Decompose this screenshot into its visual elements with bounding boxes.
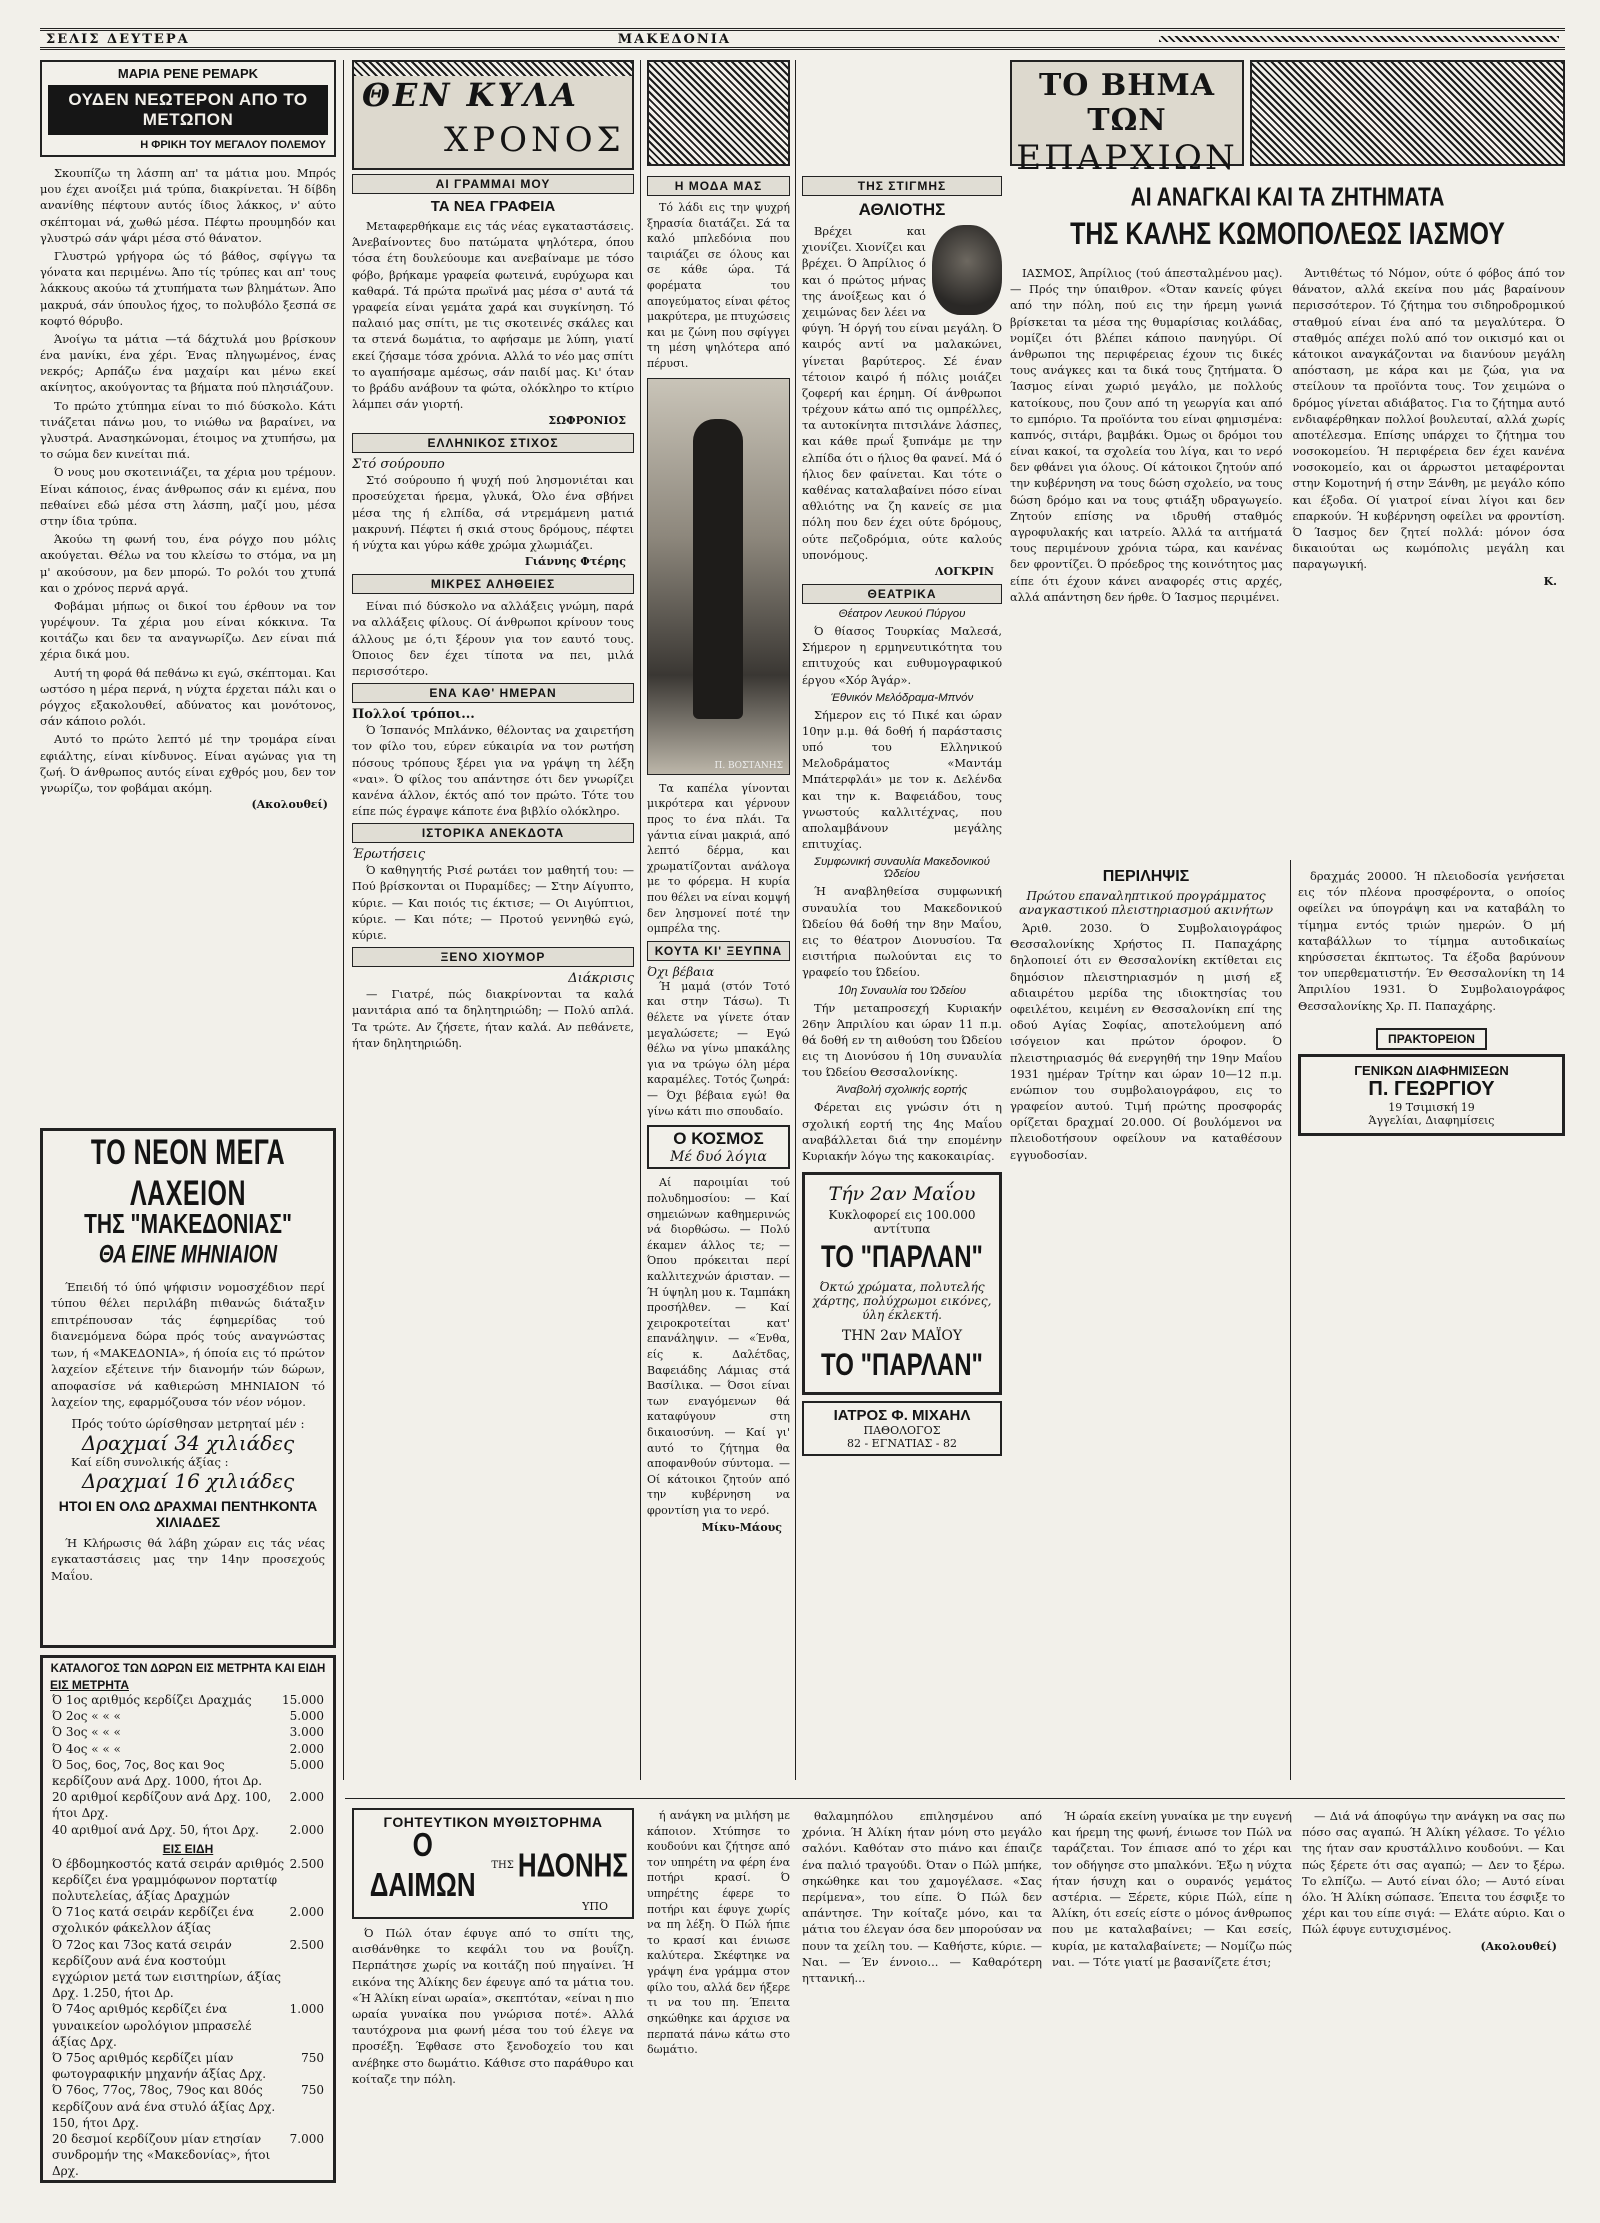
prize-value: 5.000 — [289, 1757, 324, 1772]
world-signature: Μίκυ-Μάους — [701, 1520, 782, 1534]
serial-text-5: — Διά νά άποφύγω την ανάγκη να σας πω πόσο σας αγαπώ. Ή Άλίκη γέλασε. Το γέλιο της ήταν σαν κρυστάλλινο κουδούνι. — Και πώς ξέρετε ότι σας αγαπώ; — Δεν το ξέρω. Το ελπίζω. — Αυτό είναι όλο; — Αυτό είναι όλο. Ή Άλίκη σώπασε. Έπειτα του έσφιξε το χέρι και του είπε σιγά: — Ελάτε αύριο. Και ο Πώλ έφυγε ευτυχισμένος. — [1302, 1809, 1565, 1937]
parlan-name: ΤΟ "ΠΑΡΛΑΝ" — [821, 1239, 983, 1276]
verse-signature: Γιάννης Φτέρης — [524, 555, 626, 569]
prize-row — [50, 1856, 326, 1905]
prize-label: Ό 71ος κατά σειράν κερδίζει ένα σχολικόν φάκελλον άξίας — [52, 1905, 254, 1936]
serial-col-2 — [647, 1808, 790, 2188]
lottery-intro: Έπειδή τό ύπό ψήφισιν νομοσχέδιον περί τύπου θέλει περιλάβη πιθανώς διάταξιν επιτρέπουσαν τάς έφημερίδας τού διανεμόμενα δώρα πρός τούς αναγνώστας των, ή «ΜΑΚΕΔΟΝΙΑ», ή όποία εις τό πρώτον λαχείον εξέτεινε τήν διανομήν τών δώρων, αποφασίσε νά καθιερώση ΜΗΝΙΑΙΟΝ τό λαχείον της, εφαρμόζουσα τόν νέον νόμον. — [51, 1280, 325, 1410]
misery-signature: ΛΟΓΚΡΙΝ — [935, 564, 994, 578]
provinces-col2 — [1293, 265, 1566, 605]
anecdote-title: Έρωτήσεις — [352, 847, 426, 863]
serial-continued: (Ακολουθεί) — [1480, 1939, 1557, 1953]
lottery-draw-date: Ή Κλήρωσις θά λάβη χώραν εις τάς νέας εγκαταστάσεις μας την 14ην προσεχούς Μαΐου. — [51, 1535, 325, 1583]
prize-label: Ό 74ος αριθμός κερδίζει ένα γυναικείον ωρολόγιον μπρασελέ άξίας Δρχ. — [52, 2002, 252, 2049]
serial-text-2: ή ανάγκη να μιλήση με κάποιον. Χτύπησε το κουδούνι και ζήτησε από τον υπηρέτη να φέρη ένα ποτήρι κρασί. Ό υπηρέτης έφερε το ποτήρι και έφυγε χωρίς να πη λέξη. Ό Πώλ ήπιε το κρασί και ένιωσε καλύτερα. Σκέφτηκε να γράψη ένα γράμμα στον φίλο του, αλλά δεν ήξερε τι να του πη. Έπειτα σηκώθηκε και άρχισε να περπατά πάνω κάτω στο δωμάτιο. — [647, 1809, 790, 2057]
header-art-extension — [647, 60, 790, 166]
fashion-figure-silhouette — [693, 419, 743, 719]
parlan-date: Τήν 2αν Μαΐου — [828, 1183, 976, 1206]
serial-header — [352, 1808, 634, 1919]
gift-catalogue — [40, 1655, 336, 2183]
joke-text: Ή μαμά (στόν Τοτό και στην Τάσω). Τι θέλετε να γίνετε όταν μεγαλώσετε; — Εγώ θέλω να γίνω μπακάλης για να τρώγω όλη μέρα καραμέλες. Τοτός ζωηρά: — Όχι βέβαια εγώ! θα γίνω κάτι πιο σπουδαίο. — [647, 979, 790, 1118]
verse-text: Στό σούρουπο ή ψυχή πού λησμονιέται και προσεύχεται ήρεμα, γλυκά, Όλο ένα σβήνει μέσα της ή ελπίδα, σά ντρεμάμενη ματιά μακρυνή. Πέφτει ή σκιά στους δρόμους, πέφτει ή νύχτα και γύρω κάθε χρώμα χλωμιάζει. — [352, 473, 634, 552]
remarque-title: ΟΥΔΕΝ ΝΕΩΤΕΡΟΝ ΑΠΟ ΤΟ ΜΕΤΩΠΟΝ — [48, 85, 328, 135]
auction-notice — [1010, 868, 1282, 1778]
misery-title: ΑΘΛΙΟΤΗΣ — [858, 200, 946, 219]
serial-title-right: ΗΔΟΝΗΣ — [517, 1844, 628, 1884]
parlan-ad — [802, 1172, 1002, 1395]
prize-value: 750 — [301, 2050, 324, 2065]
provinces-headline-2: ΤΗΣ ΚΑΛΗΣ ΚΩΜΟΠΟΛΕΩΣ ΙΑΣΜΟΥ — [1070, 216, 1505, 252]
prize-value: 2.000 — [289, 1790, 324, 1805]
humor-title: Διάκρισις — [568, 971, 634, 987]
prize-row — [50, 1692, 326, 1708]
remarque-body — [40, 165, 336, 796]
lottery-items-label: Καί είδη συνολικής άξίας : — [71, 1454, 229, 1469]
paragraph: Ό νους μου σκοτεινιάζει, τα χέρια μου τρέμουν. Είναι κάποιος, ένας άνθρωπος σάν κι εμένα, που πεθαίνει εδώ μέσα στη λάσπη, μαζί μου, μέσα στην ίδια τρύπα. — [40, 465, 336, 528]
humor-text: — Γιατρέ, πώς διακρίνονται τα καλά μανιτάρια από τα δηλητηριώδη; — Πολύ απλά. Τα τρώτε. Αν ζήσετε, ήταν καλά. Αν πεθάνετε, ήταν δηλητηριώδη. — [352, 987, 634, 1050]
provinces-banner — [1010, 60, 1244, 178]
provinces-banner-row — [1010, 60, 1565, 178]
column-rule — [343, 60, 344, 1780]
prize-label: Ό έβδομηκοστός κατά σειράν αριθμός κερδίζει ένα γραμμόφωνον πορτατίφ πολυτελείας, άξίας Δραχμών — [52, 1856, 285, 1904]
world-title: Ο ΚΟΣΜΟΣ — [673, 1129, 764, 1149]
prize-value: 1.000 — [289, 2002, 324, 2017]
banner-ornament — [354, 62, 632, 76]
prize-value: 2.000 — [289, 1741, 324, 1756]
world-text: Αί παροιμίαι τού πολυδημοσίου: — Καί σημειώνων καθημερινώς νά διορθώσω. — Πολύ έκαμεν άλλος τε; — Όπου πρόκειται περί καλλιτεχνών άρισταν. — Ή ύψηλη μου κ. Ταμπάκη προσήλθεν. — Καί χειροκροτείται κατ' επανάληψιν. — «Ένθα, είς κ. Δαλέτδας, Βαφειάδης Λάμιας στά Βασίλικα. — Όσοι είναι των εναγόμενων θά καταφύγουν στη δικαιοσύνη. — Καί γι' αυτό το ζήτημα θα αποφανθούν σύντομα. — Οί κάτοικοι ζητούν από την κυβέρνηση να φροντίση για το νερό. — [647, 1176, 790, 1518]
provinces-banner-bottom: ΕΠΑΡΧΙΩΝ — [1016, 138, 1238, 178]
prize-value: 15.000 — [282, 1693, 324, 1707]
remarque-serial — [40, 60, 336, 1120]
doctor-ad — [802, 1401, 1002, 1456]
author-portrait — [932, 225, 1002, 315]
prize-row — [50, 1937, 326, 2002]
parlan-circulation: Κυκλοφορεί εις 100.000 αντίτυπα — [828, 1208, 976, 1237]
section-head-foreign-humor: ΞΕΝΟ ΧΙΟΥΜΟΡ — [352, 947, 634, 967]
section-head-theatre: ΘΕΑΤΡΙΚΑ — [802, 584, 1002, 604]
prize-value: 3.000 — [289, 1725, 324, 1740]
banner-bottom-text: ΧΡΟΝΟΣ — [444, 120, 625, 160]
daily-text: Ό Ίσπανός Μπλάνκο, θέλοντας να χαιρετήση τον φίλο του, εύρεν εύκαιρία να τον ρωτήση πόσους τρόπους ξέρει για να γράψη τη λέξη «ναι». Ό φίλος του απάντησε ότι δεν γνωρίζει κανένα άλλον, έκτός από τον πρώτο. Τότε του είπε πώς έγραψε κάποτε ένα βιβλίο ολόκληρο. — [352, 723, 634, 819]
serial-col-3 — [802, 1808, 1042, 2188]
serial-byline: ΥΠΟ — [582, 1900, 608, 1913]
parlan-name-repeat: ΤΟ "ΠΑΡΛΑΝ" — [821, 1347, 983, 1384]
prize-row — [50, 2001, 326, 2050]
serial-text-3: θαλαμηπόλου επιλησμένου από χρόνια. Ή Άλίκη ήταν μόνη στο μεγάλο σαλόνι. Καθόταν στο πιάνο και έπαιζε ένα παλιό τραγούδι. Όταν ο Πώλ μπήκε, σηκώθηκε και του χαμογέλασε. «Σας περίμενα», του είπε. Ό Πώλ δεν απάντησε. Την κοίταζε μόνο, και τα μάτια του έλεγαν όσα δεν μπορούσαν να πουν τα χείλη του. — Καθήστε, κύριε. — Ναι. — Έν έννοιο... — Καθαρότερη ηττανική... — [802, 1809, 1042, 1985]
gift-catalogue-title: ΚΑΤΑΛΟΓΟΣ ΤΩΝ ΔΩΡΩΝ ΕΙΣ ΜΕΤΡΗΤΑ ΚΑΙ ΕΙΔΗ — [50, 1663, 326, 1675]
doctor-name: ΙΑΤΡΟΣ Φ. ΜΙΧΑΗΛ — [833, 1407, 971, 1425]
world-subtitle: Μέ δυό λόγια — [670, 1149, 767, 1166]
banner-top-text: ΘΕΝ ΚΥΛΑ — [362, 76, 579, 114]
anecdote-text: Ό καθηγητής Ρισέ ρωτάει τον μαθητή του: — Πού βρίσκονται οι Πυραμίδες; — Στην Αίγυπτο, κύριε. — Και ποιός τις έκτισε; — Οι Αιγύπτιοι, κύριε. — Και πότε; — Προτού γεννηθώ εγώ, κύριε. — [352, 863, 634, 942]
auction-text: Άριθ. 2030. Ό Συμβολαιογράφος Θεσσαλονίκης Χρήστος Π. Παπαχάρης δηλοποιεί ότι εν Θεσσαλονίκη εκτίθεται εις δημόσιον πλειστηριασμόν η μισή εξ αδιαιρέτου μερίδα της ιδιοκτησίας του οφειλέτου, κειμένη εν Θεσσαλονίκη επί της οδού Αγίας Σοφίας, αποτελούμενη από ισόγειον και πρώτον όροφον. Ό πλειστηριασμός θά ενεργηθή την 19ην Μαΐου 1931 ημέραν Τρίτην και ώραν 10—12 π.μ. ενώπιον του συμβολαιογράφου, εις το γραφείον αυτού. Τιμή πρώτης προσφοράς ορίζεται δραχμαί 20.000. Οί βουλόμενοι να πλειοδοτήσουν οφείλουν να καταθέσουν εγγυοδοσίαν. — [1010, 921, 1282, 1162]
paragraph: Σκουπίζω τη λάσπη απ' τα μάτια μου. Μπρός μου έχει ανοίξει μιά τρύπα, διακρίνεται. Ή δίβδη ανανίθης πέφτουν αυτός ίδιος λάκκος, ν' αύτο σκέπτομαι νά, χωθώ μέσα. Πέφτω προυμηδόν και γλυστρώ σάν ψάρι μέσα στό θάνατον. — [40, 166, 336, 245]
section-head-fashion: Η ΜΟΔΑ ΜΑΣ — [647, 176, 790, 196]
prize-label: 40 αριθμοί ανά Δρχ. 50, ήτοι Δρχ. — [52, 1822, 259, 1837]
paragraph: Φοβάμαι μήπως οι δικοί του έρθουν να τον γυρέψουν. Τα χέρια μου είναι κόκκινα. Τα κοιτάζω και δεν τα αναγνωρίζω. Δεν είναι πιά χέρια δικά μου. — [40, 598, 336, 662]
provinces-text-col2: Άντιθέτως τό Νόμον, ούτε ό φόβος άπό τον θάνατον, αλλά εκείνα που μάς βαραίνουν περισσότερον. Τό ζήτημα του σιδηροδρομικού σταθμού είναι ένα από τα μεγαλύτερα. Ό σταθμός απέχει πολύ από τον οικισμό και οι κάτοικοι αναγκάζονται να διανύουν μεγάλη απόσταση, με κάρα και με ζώα, για να στείλουν τα προϊόντα τους. Τον χειμώνα ο δρόμος γίνεται αδιάβατος. Για το ζήτημα αυτό ενδιαφέρθηκαν πολλοί βουλευταί, αλλά χωρίς αποτέλεσμα. Επίσης υπάρχει το ζήτημα του νοσοκομείου. Ή περιφέρεια δεν έχει κανένα νοσοκομείο, και οι άρρωστοι μεταφέρονται στην Κομοτηνή ή στην Ξάνθη, με μεγάλο κόπο και έξοδα. Οί γιατροί είναι λίγοι και δεν επαρκούν. Ή κυβέρνηση οφείλει να φροντίση. Ό Ίασμος δεν ζητεί πολλά: μόνον όσα δικαιούται ως κωμόπολις μεγάλη και παραγωγική. — [1292, 266, 1565, 572]
prize-label: 20 δεσμοί κερδίζουν μίαν ετησίαν συνδρομήν της «Μακεδονίας», ήτοι Δρχ. — [52, 2131, 271, 2179]
school-event-title: Άναβολή σχολικής εορτής — [836, 1084, 968, 1097]
prize-row — [50, 1904, 326, 1936]
new-offices-text: Μεταφερθήκαμε εις τάς νέας εγκαταστάσεις. Άνεβαίνοντες δυο πατώματα ψηλότερα, όπου τόσα έτη δουλεύουμε και ανεβαίναμε με τόσο φόβο, βρήκαμε γραφεία φωτεινά, ευρύχωρα και καθαρά. Τά πρώτα πρωϊνά μας μέσα σ' αυτά τά γραφεία είναι γεμάτα χαρά και συγκίνηση. Τό παλαιό μας σπίτι, με τις σκοτεινές σκάλες και τα στενά δωμάτια, το αφήσαμε με λύπη, γιατί εκεί ζήσαμε τόσα χρόνια. Αλλά το νέο μας σπίτι το αγαπήσαμε αμέσως, σάν παιδί μας. Κι' όταν το βράδυ ανάβουν τα φώτα, ολόκληρο το κτίριο λάμπει σάν γιορτή. — [352, 219, 634, 412]
lottery-total: ΗΤΟΙ ΕΝ ΟΛΩ ΔΡΑΧΜΑΙ ΠΕΝΤΗΚΟΝΤΑ ΧΙΛΙΑΔΕΣ — [58, 1497, 318, 1530]
section-head-my-lines: ΑΙ ΓΡΑΜΜΑΙ ΜΟΥ — [352, 174, 634, 194]
time-rolls-banner — [352, 60, 634, 170]
misery-text: Βρέχει και χιονίζει. Χιονίζει και βρέχει. Ό Άπρίλιος ό και ό πρώτος μήνας της άνοίξεως και ό χειμώνας δεν λέει να φύγη. Ή όργή του είναι μεγάλη. Ό καιρός αντί να μαλακώνει, γίνεται βαρύτερος. Σέ έναν τέτοιον καιρό ή πόλις μοιάζει ζοφερή και έρημη. Οί άνθρωποι τρέχουν κάτω από τις ομπρέλλες, τα αυτοκίνητα πιτσιλάνε λάσπες, και κάθε πρωΐ ξυπνάμε με την ελπίδα ότι ο ήλιος θα φανεί. Μά ό ήλιος δεν φαίνεται. Και τότε ο καθένας καταλαβαίνει πόσο είναι αθλιότης να ζη κανείς σε μια πόλη που δεν έχει ούτε δρόμους, ούτε πεζοδρόμια, ούτε καλούς υπονόμους. — [802, 224, 1002, 562]
prize-label: Ό 72ος και 73ος κατά σειράν κερδίζουν ανά ένα κοστούμι εγχώριον μετά των εισιτηρίων, άξίας Δρχ. 1.250, ήτοι Δρ. — [52, 1937, 282, 2001]
fashion-section — [647, 172, 790, 1790]
world-header — [647, 1125, 790, 1169]
prize-label: Ό 75ος αριθμός κερδίζει μίαν φωτογραφικήν μηχανήν άξίας Δρχ. — [52, 2050, 267, 2082]
theatre-white-tower-text: Ό θίασος Τουρκίας Μαλεσά, Σήμερον η ερμηνευτικότητα του επιτυχούς και ευθυμογραφικού έργου «Χόρ Άγάρ». — [802, 623, 1002, 687]
auction-subtitle: Πρώτου επαναληπτικού προγράμματος αναγκαστικού πλειστηριασμού ακινήτων — [1018, 889, 1274, 917]
doctor-address: 82 - ΕΓΝΑΤΙΑΣ - 82 — [846, 1437, 958, 1451]
column-rule — [640, 60, 641, 1780]
prize-row — [50, 1757, 326, 1789]
section-head-greek-verse: ΕΛΛΗΝΙΚΟΣ ΣΤΙΧΟΣ — [352, 433, 634, 453]
serial-text-1: Ό Πώλ όταν έφυγε από το σπίτι της, αισθάνθηκε το κεφάλι του να βουΐζη. Περπάτησε χωρίς να κοιτάζη πού πηγαίνει. Ή εικόνα της Άλίκης δεν έφευγε από τα μάτια του. «Ή Άλίκη είναι ωραία», σκεπτόταν, «είναι η πιο ωραία γυναίκα που γνώρισα ποτέ». Αλλά ταυτόχρονα μια φωνή μέσα του τού έλεγε να προσέξη. Έφθασε στο ξενοδοχείο του και ανέβηκε στο δωμάτιο. Κάθισε στο παράθυρο και κοίταζε την πόλη. — [352, 1926, 634, 2086]
section-head-jokes: ΚΟΥΤΑ ΚΙ' ΞΕΥΠΝΑ — [647, 941, 790, 961]
provinces-banner-top: ΤΟ ΒΗΜΑ ΤΩΝ — [1038, 68, 1216, 138]
opera-text: Σήμερον εις τό Πικέ και ώραν 10ην μ.μ. θά δοθή ή παράστασις υπό του Ελληνικού Μελοδράματος «Μαντάμ Μπάτερφλάι» με τον κ. Δελένδα και την κ. Βαφειάδου, τους γνωστούς καλλιτέχνας, που απολαμβάνουν μεγάλης επιτυχίας. — [802, 707, 1002, 852]
remarque-author: ΜΑΡΙΑ ΡΕΝΕ ΡΕΜΑΡΚ — [117, 66, 259, 81]
prize-label: Ό 2ος « « « — [52, 1709, 121, 1724]
remarque-subtitle: Η ΦΡΙΚΗ ΤΟΥ ΜΕΓΑΛΟΥ ΠΟΛΕΜΟΥ — [140, 139, 326, 151]
agency-line-1: ΓΕΝΙΚΩΝ ΔΙΑΦΗΜΙΣΕΩΝ — [1354, 1062, 1509, 1078]
agency-line-4: Άγγελίαι, Διαφημίσεις — [1368, 1113, 1495, 1127]
provinces-text-col1: ΙΑΣΜΟΣ, Άπρίλιος (τού άπεσταλμένου μας).— Πρός την ύπαιθρον. «Όταν κανείς φύγει από την πόλη, πού εις την ήρεμη γωνιά βρίσκεται τα μέσα της θυμαρίσιας κοιλάδας, νομίζει ότι βλέπει κάποιο πανηγύρι. Οί άνθρωποι της περιφέρειας έχουν τις δικές τους ανάγκες και τα δικά τους ζητήματα. Ό Ίασμος είναι χωριό μεγάλο, με πολλούς κατοίκους, που ζουν από τη γεωργία και από το εμπόριο. Τα προϊόντα του είναι φημισμένα: καπνός, σιτάρι, βαμβάκι. Όμως οι δρόμοι του είναι κακοί, τα σχολεία του λίγα, και το νερό δεν φθάνει για όλους. Οί κάτοικοι ζητούν από την κυβέρνηση να τους δώση σχολείο, να τους δώση δρόμο και να τους φτιάξη υδραγωγείο. Ζητούν επίσης να ιδρυθή σταθμός αγροφυλακής και ιατρείο. Άλλά τα αιτήματά τους περιμένουν χρόνια τώρα, και κανένας δεν φροντίζει. Ό πρόεδρος της κοινότητος μας είπε ότι έχουν κάνει αναφορές στις αρχές, αλλά απάντηση δεν ήρθε. Ό Ίασμος περιμένει. — [1010, 266, 1283, 604]
prize-label: Ό 1ος αριθμός κερδίζει Δραχμάς — [52, 1693, 252, 1707]
doctor-specialty: ΠΑΘΟΛΟΓΟΣ — [863, 1424, 941, 1438]
remarque-header — [40, 60, 336, 157]
auction-text-continued: δραχμάς 20000. Ή πλειοδοσία γενήσεται εις τόν πλέονα προσφέροντα, ο οποίος οφείλει να ύπογράψη και να καταβάλη το τίμημα εντός τριών ημερών. Ό μή καταβάλλων το τίμημα αυτοδικαίως κηρύσσεται έκπτωτος. Τα έξοδα βαρύνουν τον υπερθεματιστήν. Έν Θεσσαλονίκη τη 14 Άπριλίου 1931. Ό Συμβολαιογράφος Θεσσαλονίκης Χρ. Π. Παπαχάρης. — [1298, 869, 1565, 1013]
serial-top-rule — [345, 1798, 1565, 1799]
serial-col-5 — [1302, 1808, 1565, 2188]
paragraph: Γλυστρώ γρήγορα ώς τό βάθος, σφίγγω τα γόνατα και περιμένω. Άπο τίς τρύπες και απ' τους λάκκους ακούω τά χτυπήματα των βλημάτων. Άπο μακρυά, σάν ύπουλος ήχος, το πολυβόλο ξεσπά σε κοφτό θόρυβο. — [40, 248, 336, 328]
provinces-body — [1010, 265, 1565, 605]
prize-row — [50, 1741, 326, 1757]
cash-prizes-heading: ΕΙΣ ΜΕΤΡΗΤΑ — [50, 1678, 129, 1692]
new-offices-title: ΤΑ ΝΕΑ ΓΡΑΦΕΙΑ — [430, 198, 556, 215]
school-event-text: Φέρεται εις γνώσιν ότι η σχολική εορτή της 4ης Μαΐου αναβάλλεται διά την επομένην Κυριακήν λόγω της κακοκαιρίας. — [802, 1100, 1002, 1163]
auction-notice-continued — [1298, 868, 1565, 1778]
opera-title: Έθνικόν Μελόδραμα-Μπνόν — [830, 691, 974, 704]
prize-row — [50, 2131, 326, 2180]
section-head-moment: ΤΗΣ ΣΤΙΓΜΗΣ — [802, 176, 1002, 196]
prize-label: Ό 76ος, 77ος, 78ος, 79ος και 80ός κερδίζουν ανά ένα στυλό άξίας Δρχ. 150, ήτοι Δρχ. — [52, 2083, 276, 2130]
provinces-section — [1010, 60, 1565, 860]
column-rule — [1290, 860, 1291, 1780]
prize-value: 2.000 — [289, 1905, 324, 1920]
masthead-left: ΣΕΛΙΣ ΔΕΥΤΕΡΑ — [46, 31, 190, 47]
fashion-illustration-caption: Π. ΒΟΣΤΑΝΗΣ — [714, 760, 783, 771]
masthead — [40, 28, 1565, 50]
serial-col-4 — [1052, 1808, 1292, 2188]
agency-ad — [1298, 1028, 1565, 1136]
prize-row — [50, 2050, 326, 2082]
masthead-right-ornament — [1159, 36, 1559, 42]
prize-value: 5.000 — [289, 1709, 324, 1724]
auction-title: ΠΕΡΙΛΗΨΙΣ — [1102, 868, 1190, 885]
lottery-newspaper: ΤΗΣ "ΜΑΚΕΔΟΝΙΑΣ" — [84, 1209, 292, 1240]
symphony-title: Συμφωνική συναυλία Μακεδονικού Ώδείου — [814, 856, 990, 881]
paragraph: Άνοίγω τα μάτια —τά δάχτυλά μου βρίσκουν ένα μανίκι, ένα χέρι. Ένας πληγωμένος, ένας νεκρός; Αρπάζω ένα μαχαίρι και μένω εκεί ακίνητος, ακούγοντας τα βήματα πού πλησιάζουν. — [40, 331, 336, 395]
serial-text-4: Ή ώραία εκείνη γυναίκα με την ευγενή και ήρεμη της φωνή, ένιωσε τον Πώλ να ταράζεται. Τον έπιασε από το χέρι και τον οδήγησε στο μπαλκόνι. Έξω η νύχτα ήταν ήσυχη και ο ουρανός γεμάτος αστέρια. — Ξέρετε, κύριε Πώλ, είπε η Άλίκη, ότι εσείς είστε ο μόνος άνθρωπος που με καταλαβαίνει; — Και εσείς, κυρία, με καταλαβαίνετε; — Νομίζω πώς ναι. — Τότε γιατί με βασανίζετε έτσι; — [1052, 1809, 1292, 1969]
serial-title-article: ΤΗΣ — [491, 1859, 514, 1871]
agency-line-2: Π. ΓΕΩΡΓΙΟΥ — [1368, 1077, 1495, 1100]
conservatory-concert-text: Τήν μεταπροσεχή Κυριακήν 26ην Άπριλίου και ώραν 11 π.μ. θά δοθή εν τη αιθούση του Ώδείου εις τη Διονύσου ή 10η συναυλία του Ώδείου Θεσσαλονίκης. — [802, 1000, 1002, 1080]
prize-label: Ό 5ος, 6ος, 7ος, 8ος και 9ος κερδίζουν ανά Δρχ. 1000, ήτοι Δρ. — [52, 1757, 263, 1788]
verse-title: Στό σούρουπο — [352, 457, 445, 473]
serial-kicker: ΓΟΗΤΕΥΤΙΚΟΝ ΜΥΘΙΣΤΟΡΗΜΑ — [383, 1814, 603, 1830]
symphony-text: Ή αναβληθείσα συμφωνική συναυλία του Μακεδονικού Ώδείου θά δοθή την 8ην Μαΐου, εις το θέατρον Διονυσίου. Τα εισιτήρια πωλούνται εις το γραφείο του Ώδείου. — [802, 884, 1002, 980]
remarque-continued: (Ακολουθεί) — [251, 798, 328, 812]
moment-section — [802, 172, 1002, 1790]
lottery-ad — [40, 1128, 336, 1648]
parlan-features: Όκτώ χρώματα, πολυτελής χάρτης, πολύχρωμοι εικόνες, ύλη έκλεκτή. — [812, 1280, 992, 1323]
prize-value: 2.000 — [289, 1822, 324, 1837]
agency-heading: ΠΡΑΚΤΟΡΕΙΟΝ — [1376, 1028, 1487, 1050]
section-head-daily: ΕΝΑ ΚΑΘ' ΗΜΕΡΑΝ — [352, 683, 634, 703]
theatre-white-tower-title: Θέατρον Λευκού Πύργου — [838, 607, 966, 620]
item-prizes-table — [50, 1856, 326, 2180]
masthead-center: ΜΑΚΕΔΟΝΙΑ — [617, 31, 731, 47]
provinces-signature: Κ. — [1543, 574, 1557, 588]
provinces-banner-ornament — [1250, 60, 1565, 166]
agency-box — [1298, 1054, 1565, 1136]
small-truths-text: Είναι πιό δύσκολο να αλλάξεις γνώμη, παρά να αλλάξεις φίλους. Οί άνθρωποι κρίνουν τους άλλους με ό,τι ξέρουν για τον εαυτό τους. Όποιος δεν έχει τίποτα να πει, μιλά περισσότερο. — [352, 599, 634, 678]
paragraph: Άκούω τη φωνή του, ένα ρόγχο που μόλις ακούγεται. Θέλω να του κλείσω το στόμα, να μη μ' ακούσουν, μα δεν μπορώ. Το ρολόι του χτυπά και ο χρόνος περνά αργά. — [40, 532, 336, 595]
prize-value: 2.500 — [289, 1856, 324, 1871]
joke-title: Όχι βέβαια — [647, 964, 715, 979]
column-rule — [795, 60, 796, 1780]
lottery-headline: ΤΟ ΝΕΟΝ ΜΕΓΑ ΛΑΧΕΙΟΝ — [90, 1133, 286, 1214]
prize-row — [50, 1822, 326, 1838]
provinces-headline-1: ΑΙ ΑΝΑΓΚΑΙ ΚΑΙ ΤΑ ΖΗΤΗΜΑΤΑ — [1130, 183, 1445, 212]
prize-label: Ό 4ος « « « — [52, 1741, 121, 1756]
cash-prizes-table — [50, 1692, 326, 1838]
serial-title — [358, 1824, 628, 1904]
paragraph: Το πρώτο χτύπημα είναι το πιό δύσκολο. Κάτι τινάζεται πάνω μου, το νιώθω να βαραίνει, να γλυστρά. Ανασηκώνομαι, έτοιμος να χτυπήσω, μα το σώμα δεν κινείται πιά. — [40, 398, 336, 462]
prize-row — [50, 1789, 326, 1821]
prize-value: 7.000 — [289, 2131, 324, 2146]
section-head-historical-anecdotes: ΙΣΤΟΡΙΚΑ ΑΝΕΚΔΟΤΑ — [352, 823, 634, 843]
fashion-text-bottom: Τα καπέλα γίνονται μικρότερα και γέρνουν προς το ένα πλάι. Τα γάντια είναι μακριά, από λεπτό δέρμα, και χρωματίζονται ανάλογα με το φόρεμα. Η κυρία που θέλει να είναι κομψή δεν λησμονεί ποτέ την ομπρέλα της. — [647, 781, 790, 936]
paragraph: Αυτό το πρώτο λεπτό μέ την τρομάρα είναι εφιάλτης, είναι κίνδυνος. Είναι αγώνας για τη ζωή. Ό άνθρωπος αυτός είναι εχθρός μου, δεν τον γνωρίζω, τον φοβάμαι ακόμη. — [40, 732, 336, 795]
prize-value: 2.500 — [289, 1937, 324, 1952]
lottery-monthly: ΘΑ ΕΙΝΕ ΜΗΝΙΑΙΟΝ — [98, 1241, 278, 1269]
prize-value: 750 — [301, 2083, 324, 2098]
prize-row — [50, 1724, 326, 1740]
daily-title: Πολλοί τρόποι... — [352, 707, 475, 723]
prize-label: 20 αριθμοί κερδίζουν ανά Δρχ. 100, ήτοι Δρχ. — [52, 1790, 272, 1821]
prize-row — [50, 2082, 326, 2131]
agency-line-3: 19 Τσιμισκή 19 — [1388, 1100, 1475, 1114]
new-offices-signature: ΣΩΦΡΟΝΙΟΣ — [548, 414, 626, 428]
conservatory-concert-title: 10η Συναυλία του Ώδείου — [838, 984, 966, 997]
paragraph: Αυτή τη φορά θά πεθάνω κι εγώ, σκέπτομαι. Και ωστόσο η μέρα περνά, η νύχτα έρχεται πάλι και ο ρόγχος εξακολουθεί, αδύνατος και μονότονος, σάν κάποιο ρολόι. — [40, 665, 336, 729]
serial-title-block — [352, 1808, 634, 2188]
fashion-text-top: Τό λάδι εις την ψυχρή ξηρασία διατάζει. Σά τα καλό μπλεδόνια που ταιριάζει σε όλους και σε κάθε ώρα. Τά φορέματα του απογεύματος είναι φέτος μακρύτερα, με πτυχώσεις και με ζώνη που σφίγγει τη μέση ψηλότερα από πέρυσι. — [647, 201, 790, 371]
time-rolls-section — [352, 60, 634, 1790]
serial-title-left: Ο ΔΑΙΜΩΝ — [369, 1824, 476, 1904]
fashion-illustration — [647, 378, 790, 775]
item-prizes-heading: ΕΙΣ ΕΙΔΗ — [162, 1841, 214, 1856]
parlan-date-repeat: ΤΗΝ 2αν ΜΑΪΟΥ — [841, 1328, 963, 1345]
lottery-points-intro: Πρός τούτο ώρίσθησαν μετρηταί μέν : — [71, 1416, 305, 1431]
lottery-items-amount: Δραχμαί 16 χιλιάδες — [81, 1468, 295, 1493]
prize-row — [50, 1708, 326, 1724]
lottery-cash-amount: Δραχμαί 34 χιλιάδες — [81, 1430, 295, 1455]
section-head-small-truths: ΜΙΚΡΕΣ ΑΛΗΘΕΙΕΣ — [352, 574, 634, 594]
prize-label: Ό 3ος « « « — [52, 1725, 121, 1740]
